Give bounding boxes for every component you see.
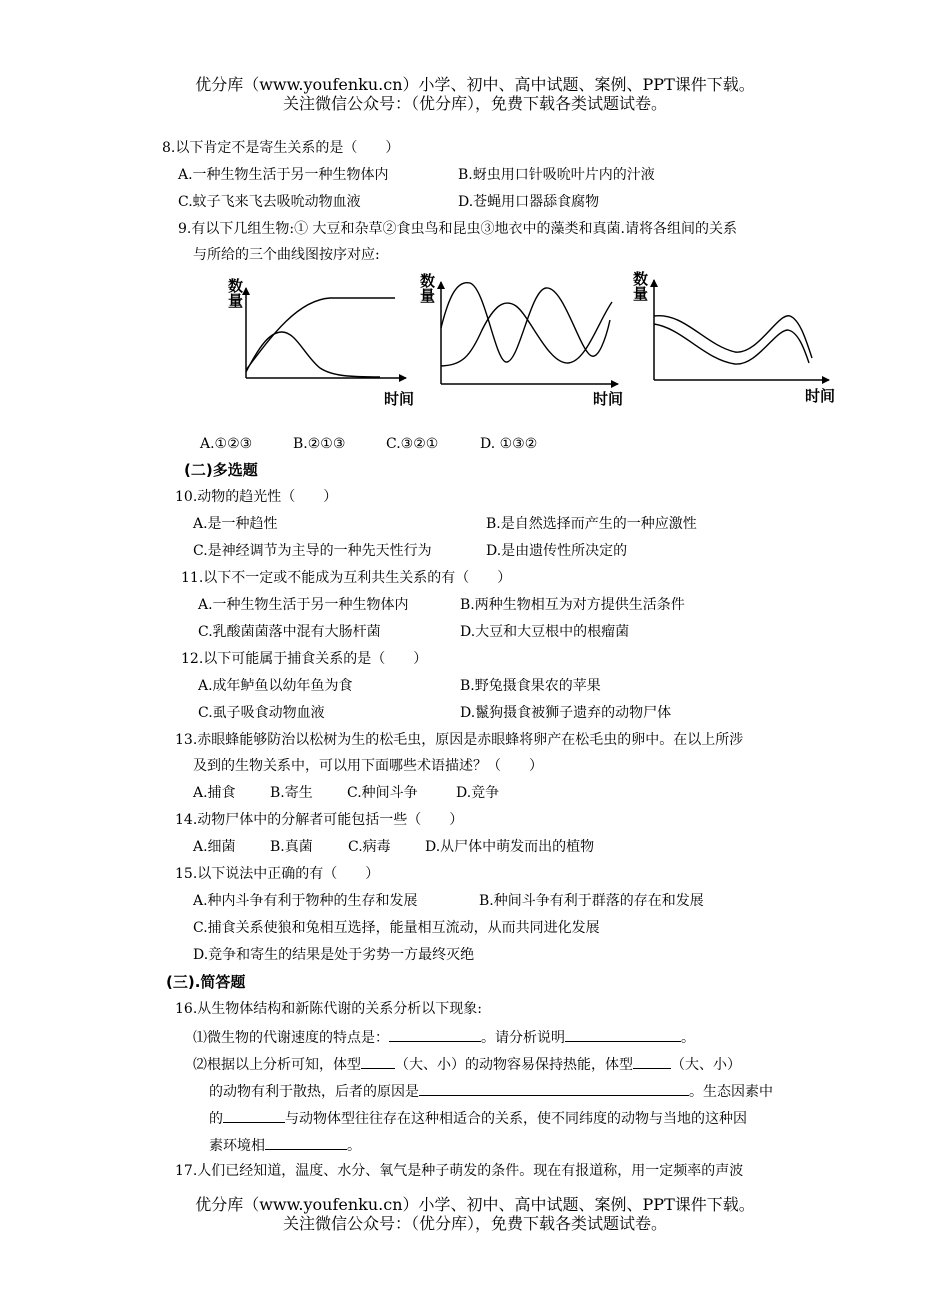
- question-15-stem: 15.以下说法中正确的有（ ）: [175, 866, 380, 882]
- question-11-option-a: A.一种生物生活于另一种生物体内: [198, 597, 409, 613]
- question-15-option-c: C.捕食关系使狼和兔相互选择，能量相互流动，从而共同进化发展: [193, 920, 600, 936]
- question-11-option-d: D.大豆和大豆根中的根瘤菌: [460, 624, 630, 640]
- graph-1: [228, 277, 414, 408]
- question-10-option-d: D.是由遗传性所决定的: [486, 543, 628, 559]
- q16-blank-2[interactable]: [565, 1027, 681, 1042]
- q16-p3-text-a: 的动物有利于散热，后者的原因是: [209, 1084, 419, 1100]
- question-13-option-c: C.种间斗争: [347, 785, 418, 801]
- question-14-option-a: A.细菌: [193, 839, 236, 855]
- question-9-option-c: C.③②①: [386, 436, 439, 452]
- question-9-stem-line2: 与所给的三个曲线图按序对应:: [193, 247, 380, 263]
- question-11-option-b: B.两种生物相互为对方提供生活条件: [460, 597, 685, 613]
- question-12-option-c: C.虱子吸食动物血液: [198, 705, 325, 721]
- q16-blank-4[interactable]: [633, 1054, 671, 1069]
- graph-2-ylabel-top: 数: [420, 272, 436, 290]
- question-14-option-d: D.从尸体中萌发而出的植物: [425, 839, 595, 855]
- graph-1-curve-peak: [246, 332, 380, 377]
- graph-2-ylabel-bottom: 量: [420, 287, 436, 305]
- section-2-title: (二)多选题: [184, 461, 258, 479]
- question-13-stem-line1: 13.赤眼蜂能够防治以松树为生的松毛虫，原因是赤眼蜂将卵产在松毛虫的卵中。在以上所涉: [175, 732, 744, 748]
- question-15-option-d: D.竞争和寄生的结果是处于劣势一方最终灭绝: [193, 947, 475, 963]
- graph-2-curve-2: [441, 302, 612, 366]
- q16-p2-text-a: ⑵根据以上分析可知，体型: [193, 1057, 361, 1073]
- question-8-option-c: C.蚊子飞来飞去吸吮动物血液: [178, 194, 361, 210]
- graph-1-curve-rising: [246, 298, 395, 370]
- q16-p1-text-b: 。请分析说明: [481, 1030, 565, 1046]
- question-15-option-b: B.种间斗争有利于群落的存在和发展: [479, 893, 704, 909]
- graph-3-curve-upper: [654, 316, 812, 358]
- graph-2-xlabel: 时间: [593, 390, 624, 408]
- question-10-option-b: B.是自然选择而产生的一种应激性: [486, 516, 697, 532]
- question-16-part-5: [209, 1135, 361, 1155]
- question-10-option-c: C.是神经调节为主导的一种先天性行为: [193, 543, 432, 559]
- q16-blank-3[interactable]: [361, 1054, 395, 1069]
- question-9-stem-line1: 9.有以下几组生物:① 大豆和杂草②食虫鸟和昆虫③地衣中的藻类和真菌.请将各组间的关系: [178, 221, 737, 237]
- q16-blank-5[interactable]: [419, 1081, 689, 1096]
- question-8-option-d: D.苍蝇用口器舔食腐物: [458, 194, 600, 210]
- graph-3-xlabel: 时间: [805, 387, 836, 405]
- question-16-part-4: [209, 1108, 747, 1128]
- q16-p5-text-b: 。: [347, 1138, 361, 1154]
- question-12-option-b: B.野兔摄食果农的苹果: [460, 678, 601, 694]
- question-12-stem: 12.以下可能属于捕食关系的是（ ）: [181, 651, 428, 667]
- site-header-line1: 优分库（www.youfenku.cn）小学、初中、高中试题、案例、PPT课件下载。: [195, 75, 755, 94]
- question-12-option-d: D.鬣狗摄食被狮子遗弃的动物尸体: [460, 705, 672, 721]
- question-16-part-1: [193, 1027, 695, 1047]
- question-13-option-d: D.竞争: [456, 785, 500, 801]
- graph-1-ylabel-top: 数: [228, 277, 244, 295]
- graph-1-ylabel-bottom: 量: [228, 292, 244, 310]
- graph-3-ylabel-top: 数: [633, 270, 649, 288]
- question-12-option-a: A.成年鲈鱼以幼年鱼为食: [198, 678, 353, 694]
- graph-3: [633, 270, 835, 405]
- curve-graphs: [0, 0, 950, 430]
- q16-p1-text-c: 。: [681, 1030, 695, 1046]
- question-13-option-b: B.寄生: [270, 785, 313, 801]
- question-10-option-a: A.是一种趋性: [193, 516, 278, 532]
- site-header-line2: 关注微信公众号：（优分库），免费下载各类试题试卷。: [282, 94, 667, 113]
- graph-2: [420, 272, 623, 408]
- question-16-part-3: [209, 1081, 773, 1101]
- section-3-title: (三).简答题: [166, 973, 246, 991]
- graph-3-ylabel-bottom: 量: [633, 285, 649, 303]
- question-16-stem: 16.从生物体结构和新陈代谢的关系分析以下现象:: [175, 1001, 482, 1017]
- question-16-part-2: [193, 1054, 741, 1074]
- q16-blank-1[interactable]: [389, 1027, 481, 1042]
- question-9-option-a: A.①②③: [200, 436, 253, 452]
- site-footer-line2: 关注微信公众号：（优分库），免费下载各类试题试卷。: [282, 1214, 667, 1233]
- question-9-option-b: B.②①③: [293, 436, 346, 452]
- question-8-option-a: A.一种生物生活于另一种生物体内: [178, 167, 389, 183]
- question-9-option-d: D. ①③②: [480, 436, 538, 452]
- q16-p1-text-a: ⑴微生物的代谢速度的特点是：: [193, 1030, 389, 1046]
- q16-p2-text-c: （大、小）: [671, 1057, 741, 1073]
- q16-p4-text-a: 的: [209, 1111, 223, 1127]
- question-11-option-c: C.乳酸菌菌落中混有大肠杆菌: [198, 624, 381, 640]
- graph-1-xlabel: 时间: [384, 390, 415, 408]
- question-11-stem: 11.以下不一定或不能成为互利共生关系的有（ ）: [181, 570, 512, 586]
- q16-p3-text-b: 。生态因素中: [689, 1084, 773, 1100]
- question-13-stem-line2: 及到的生物关系中，可以用下面哪些术语描述？（ ）: [193, 758, 543, 774]
- question-14-option-b: B.真菌: [270, 839, 313, 855]
- q16-blank-7[interactable]: [265, 1135, 347, 1150]
- q16-p2-text-b: （大、小）的动物容易保持热能，体型: [395, 1057, 633, 1073]
- question-14-option-c: C.病毒: [348, 839, 391, 855]
- question-8-option-b: B.蚜虫用口针吸吮叶片内的汁液: [458, 167, 655, 183]
- question-15-option-a: A.种内斗争有利于物种的生存和发展: [193, 893, 418, 909]
- q16-p5-text-a: 素环境相: [209, 1138, 265, 1154]
- q16-blank-6[interactable]: [223, 1108, 285, 1123]
- question-13-option-a: A.捕食: [193, 785, 236, 801]
- graph-3-curve-lower: [654, 324, 809, 364]
- question-10-stem: 10.动物的趋光性（ ）: [175, 489, 338, 505]
- question-8-stem: 8.以下肯定不是寄生关系的是（ ）: [162, 140, 400, 156]
- site-footer-line1: 优分库（www.youfenku.cn）小学、初中、高中试题、案例、PPT课件下载。: [195, 1195, 755, 1214]
- question-14-stem: 14.动物尸体中的分解者可能包括一些（ ）: [175, 812, 464, 828]
- question-17-stem: 17.人们已经知道，温度、水分、氧气是种子萌发的条件。现在有报道称，用一定频率的声波: [175, 1163, 744, 1179]
- q16-p4-text-b: 与动物体型往往存在这种相适合的关系，使不同纬度的动物与当地的这种因: [285, 1111, 747, 1127]
